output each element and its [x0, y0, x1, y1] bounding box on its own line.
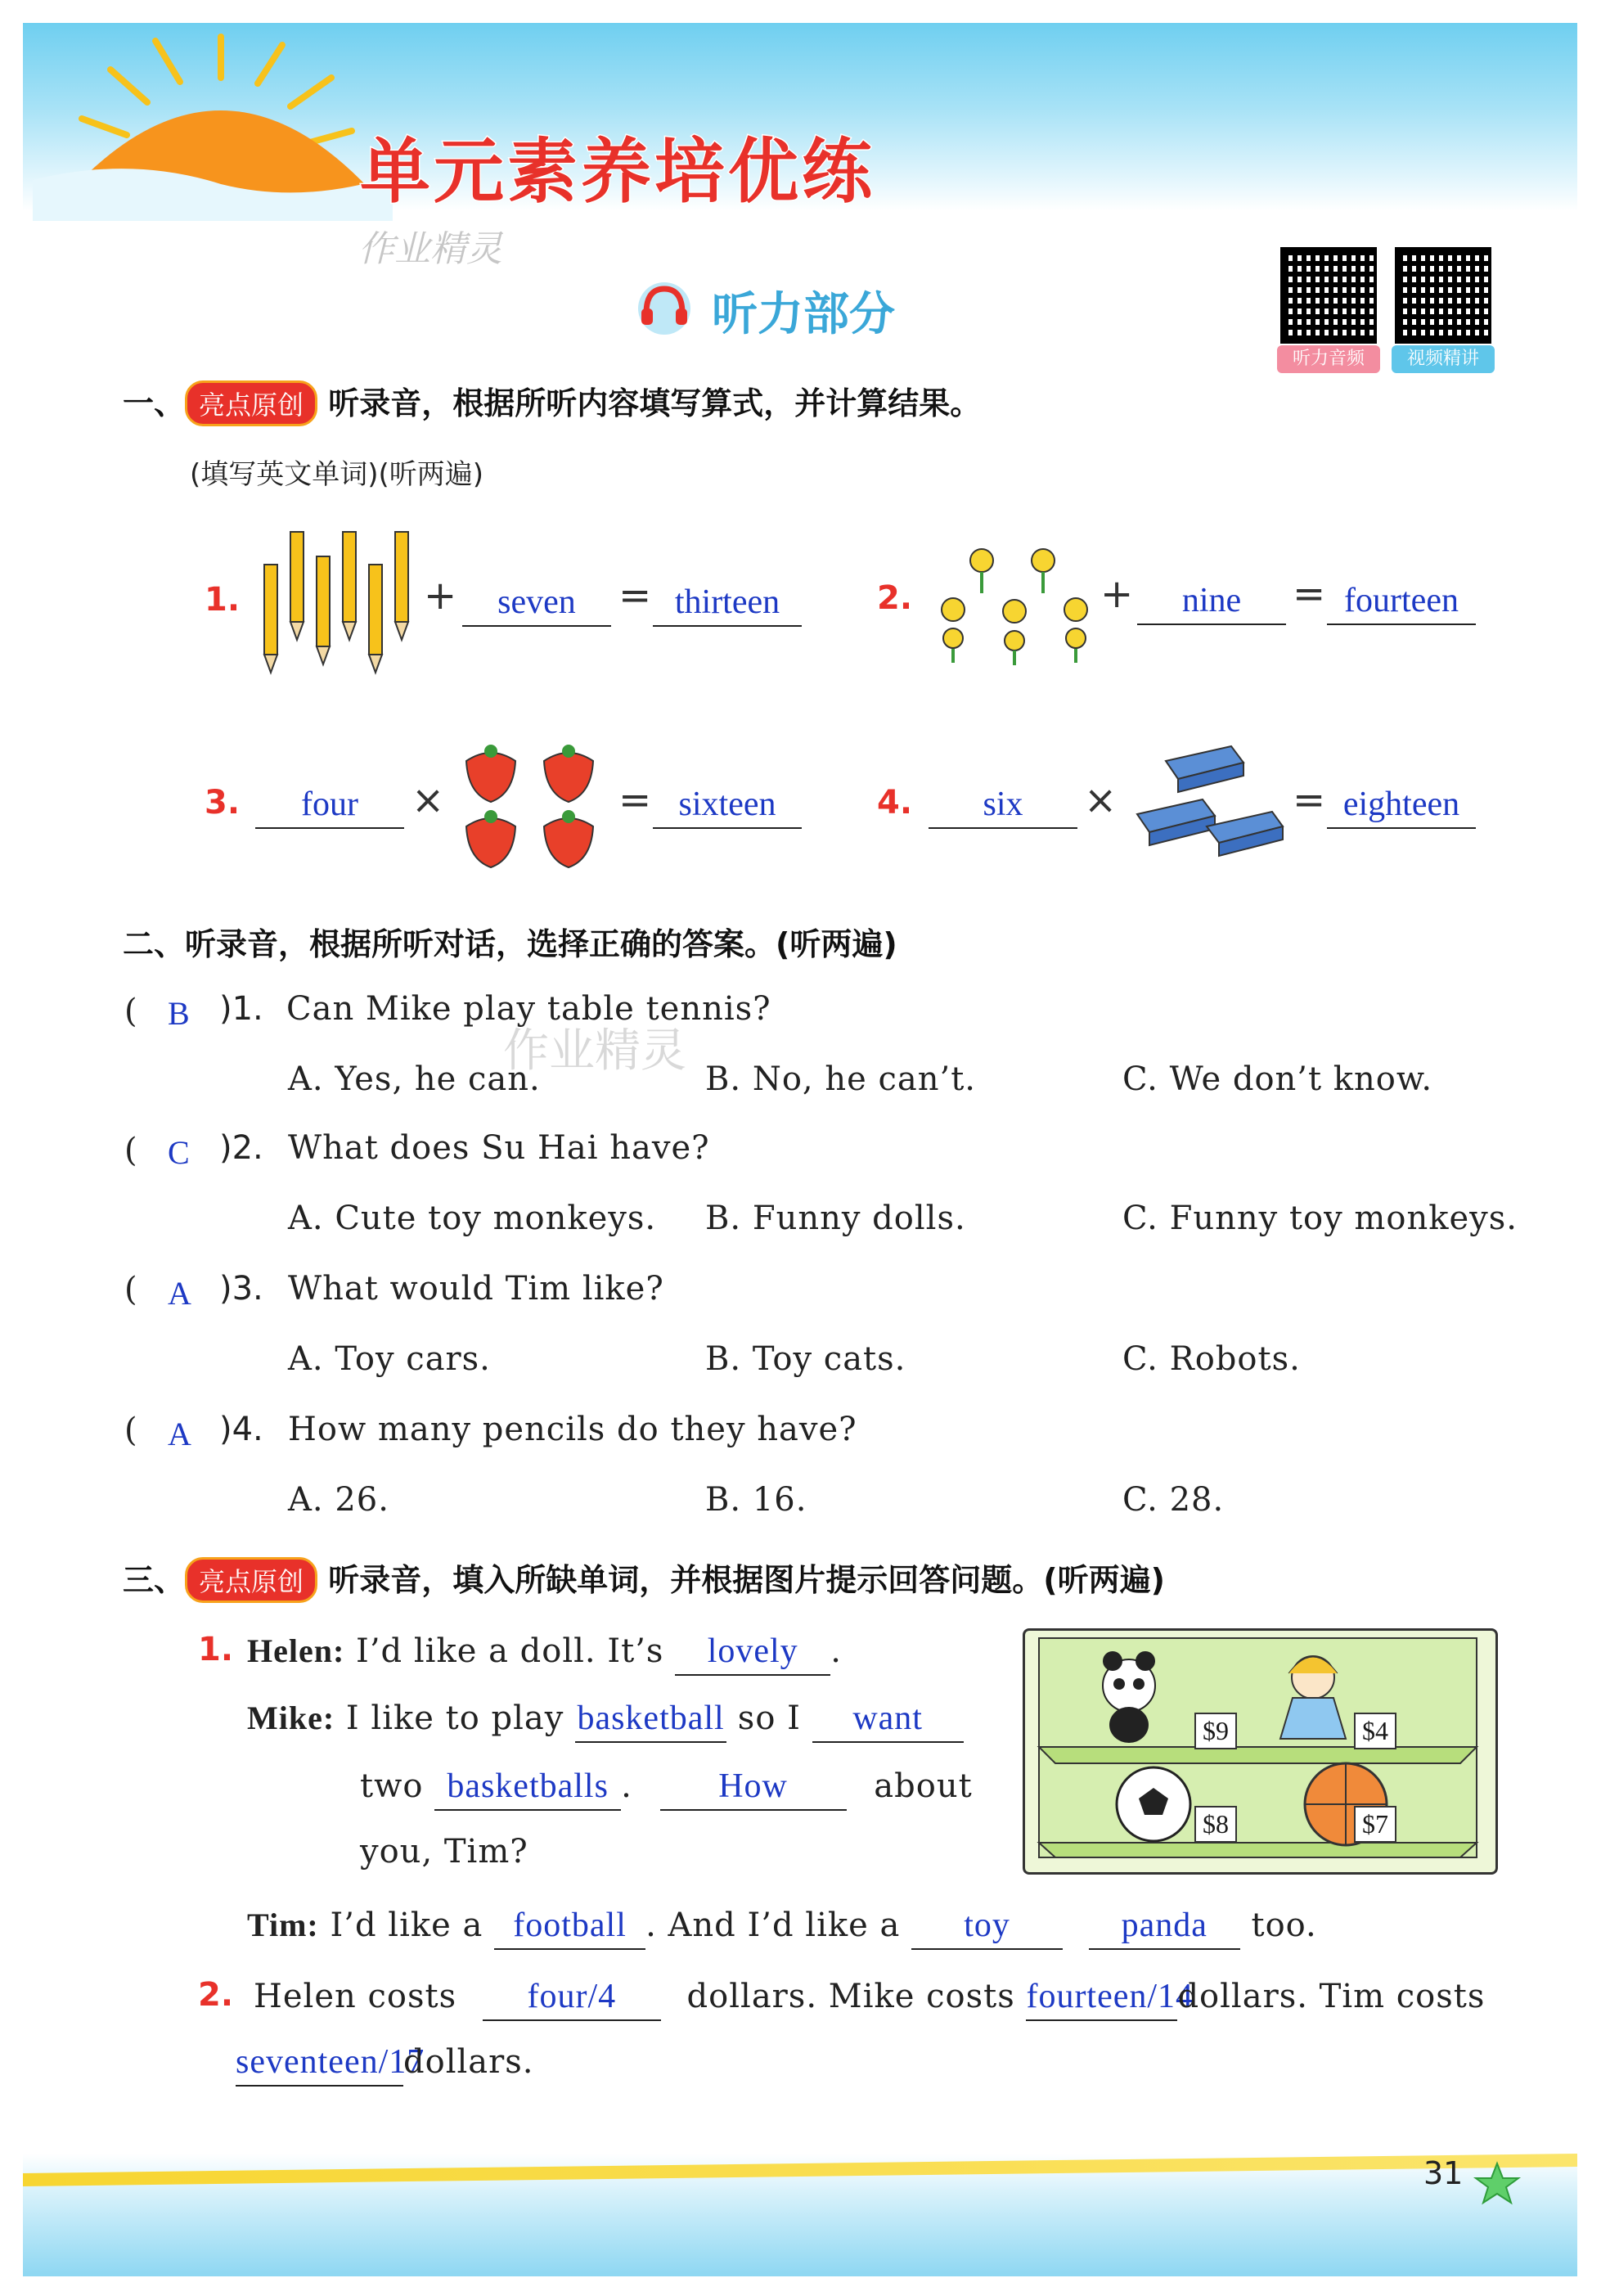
equals-sign: =	[1293, 571, 1326, 617]
question-number: )4.	[219, 1411, 263, 1448]
answer-blank[interactable]: fourteen	[1327, 578, 1476, 625]
answer-blank[interactable]: football	[494, 1902, 645, 1950]
option-a: A. Toy cars.	[288, 1340, 491, 1378]
item-number: 4.	[877, 784, 913, 822]
qr-code-icon[interactable]	[1280, 247, 1377, 344]
answer-blank[interactable]: six	[929, 781, 1077, 829]
option-a: A. Yes, he can.	[288, 1060, 541, 1098]
strawberries-icon	[458, 736, 605, 876]
question-text: Can Mike play table tennis?	[286, 990, 771, 1028]
answer-blank[interactable]: want	[812, 1695, 964, 1743]
choice-answer[interactable]: A	[168, 1275, 191, 1312]
answer-blank[interactable]: seventeen/17	[236, 2039, 403, 2087]
section-title: 听力部分	[712, 288, 895, 341]
option-b: B. 16.	[705, 1481, 807, 1519]
dialog-text: too.	[1251, 1907, 1317, 1944]
headphones-icon	[632, 274, 697, 340]
answer-blank[interactable]: thirteen	[653, 579, 802, 627]
part1-index: 一、	[123, 385, 186, 421]
answer-blank[interactable]: basketballs	[434, 1763, 621, 1811]
price-tag: $4	[1354, 1713, 1396, 1749]
answer-blank[interactable]: four/4	[483, 1974, 661, 2021]
answer-blank[interactable]: four	[255, 781, 404, 829]
answer-blank[interactable]: How	[660, 1763, 847, 1811]
part1-note: (填写英文单词)(听两遍)	[190, 458, 484, 491]
price-tag: $7	[1354, 1806, 1396, 1843]
item-number: 2.	[198, 1976, 234, 2014]
option-a: A. 26.	[288, 1481, 389, 1519]
item-number: 2.	[877, 579, 913, 617]
toy-shelf-illustration	[1023, 1628, 1493, 1870]
choice-answer[interactable]: C	[168, 1134, 190, 1171]
part1-instruction: 听录音，根据所听内容填写算式，并计算结果。	[328, 385, 982, 421]
answer-blank[interactable]: fourteen/14	[1026, 1974, 1177, 2021]
option-c: C. We don’t know.	[1122, 1060, 1433, 1098]
mike-line	[247, 1695, 964, 1743]
qr-code-icon[interactable]	[1395, 247, 1491, 344]
answer-paren: (	[124, 1132, 137, 1169]
dialog-text: . And I’d like a	[645, 1907, 901, 1944]
equals-sign: =	[618, 777, 652, 823]
item-number: 3.	[205, 784, 241, 822]
equals-sign: =	[618, 573, 652, 619]
question-text: How many pencils do they have?	[288, 1411, 857, 1448]
answer-blank[interactable]: basketball	[575, 1695, 726, 1743]
watermark: 作业精灵	[358, 228, 502, 270]
dialog-text: I’d like a doll. It’s	[356, 1632, 664, 1670]
dialog-text: .	[621, 1767, 632, 1805]
price-tag: $9	[1194, 1713, 1237, 1749]
plus-sign: +	[1100, 571, 1134, 617]
dialog-text: .	[830, 1632, 842, 1670]
speaker-name: Mike:	[247, 1699, 335, 1736]
answer-paren: (	[124, 1411, 137, 1449]
part1-heading	[123, 378, 981, 426]
dialog-text: so I	[737, 1699, 801, 1737]
speaker-name: Tim:	[247, 1907, 319, 1943]
choice-answer[interactable]: A	[168, 1416, 191, 1452]
choice-answer[interactable]: B	[168, 995, 190, 1032]
q2-text: dollars.	[403, 2043, 534, 2081]
question-number: )2.	[219, 1129, 263, 1167]
question-text: What would Tim like?	[288, 1270, 664, 1308]
equals-sign: =	[1293, 777, 1326, 823]
question-number: )1.	[219, 990, 263, 1028]
answer-blank[interactable]: toy	[911, 1902, 1063, 1950]
mike-line-2	[360, 1763, 973, 1811]
q2-text: Helen costs	[254, 1978, 457, 2015]
q2-line-2	[236, 2039, 533, 2087]
sun-icon	[33, 33, 393, 221]
dialog-text: about	[874, 1767, 973, 1805]
star-icon	[1473, 2160, 1522, 2206]
answer-paren: (	[124, 1271, 137, 1308]
question-number: )3.	[219, 1270, 263, 1308]
pencils-icon	[258, 524, 421, 679]
dialog-text: you, Tim?	[360, 1833, 528, 1871]
dialog-text: I’d like a	[330, 1907, 483, 1944]
answer-blank[interactable]: lovely	[675, 1628, 830, 1676]
question-text: What does Su Hai have?	[288, 1129, 710, 1167]
q2-line	[254, 1974, 1485, 2021]
part3-index: 三、	[123, 1562, 186, 1598]
part3-heading	[123, 1555, 1165, 1603]
qr-label-audio[interactable]: 听力音频	[1277, 345, 1380, 373]
option-c: C. Robots.	[1122, 1340, 1301, 1378]
price-tag: $8	[1194, 1806, 1237, 1843]
answer-blank[interactable]: eighteen	[1327, 781, 1476, 829]
answer-blank[interactable]: seven	[462, 579, 611, 627]
watermark: 作业精灵	[503, 1024, 686, 1078]
option-b: B. Funny dolls.	[705, 1200, 966, 1237]
answer-paren: (	[124, 993, 137, 1030]
helen-line	[247, 1628, 842, 1676]
plus-sign: +	[424, 573, 457, 619]
original-badge: 亮点原创	[185, 380, 317, 426]
q2-text: dollars. Tim costs	[1177, 1978, 1486, 2015]
qr-label-video[interactable]: 视频精讲	[1392, 345, 1495, 373]
answer-blank[interactable]: sixteen	[653, 781, 802, 829]
item-number: 1.	[205, 581, 241, 619]
option-c: C. Funny toy monkeys.	[1122, 1200, 1518, 1237]
tim-line	[247, 1902, 1317, 1950]
option-b: B. No, he can’t.	[705, 1060, 976, 1098]
option-b: B. Toy cats.	[705, 1340, 906, 1378]
dialog-text: I like to play	[345, 1699, 564, 1737]
part2-heading: 二、听录音，根据所听对话，选择正确的答案。(听两遍)	[123, 926, 897, 962]
original-badge: 亮点原创	[185, 1557, 317, 1603]
answer-blank[interactable]: nine	[1137, 578, 1286, 625]
dialog-text: two	[360, 1767, 424, 1805]
speaker-name: Helen:	[247, 1632, 345, 1669]
erasers-icon	[1129, 736, 1284, 859]
page-number: 31	[1423, 2155, 1464, 2191]
option-c: C. 28.	[1122, 1481, 1225, 1519]
times-sign: ×	[411, 777, 445, 823]
flowers-icon	[924, 544, 1100, 667]
answer-blank[interactable]: panda	[1089, 1902, 1240, 1950]
option-a: A. Cute toy monkeys.	[288, 1200, 657, 1237]
page-title: 单元素养培优练	[360, 131, 875, 213]
item-number: 1.	[198, 1631, 234, 1668]
times-sign: ×	[1084, 777, 1118, 823]
q2-text: dollars. Mike costs	[686, 1978, 1015, 2015]
part3-instruction: 听录音，填入所缺单词，并根据图片提示回答问题。(听两遍)	[328, 1562, 1166, 1598]
